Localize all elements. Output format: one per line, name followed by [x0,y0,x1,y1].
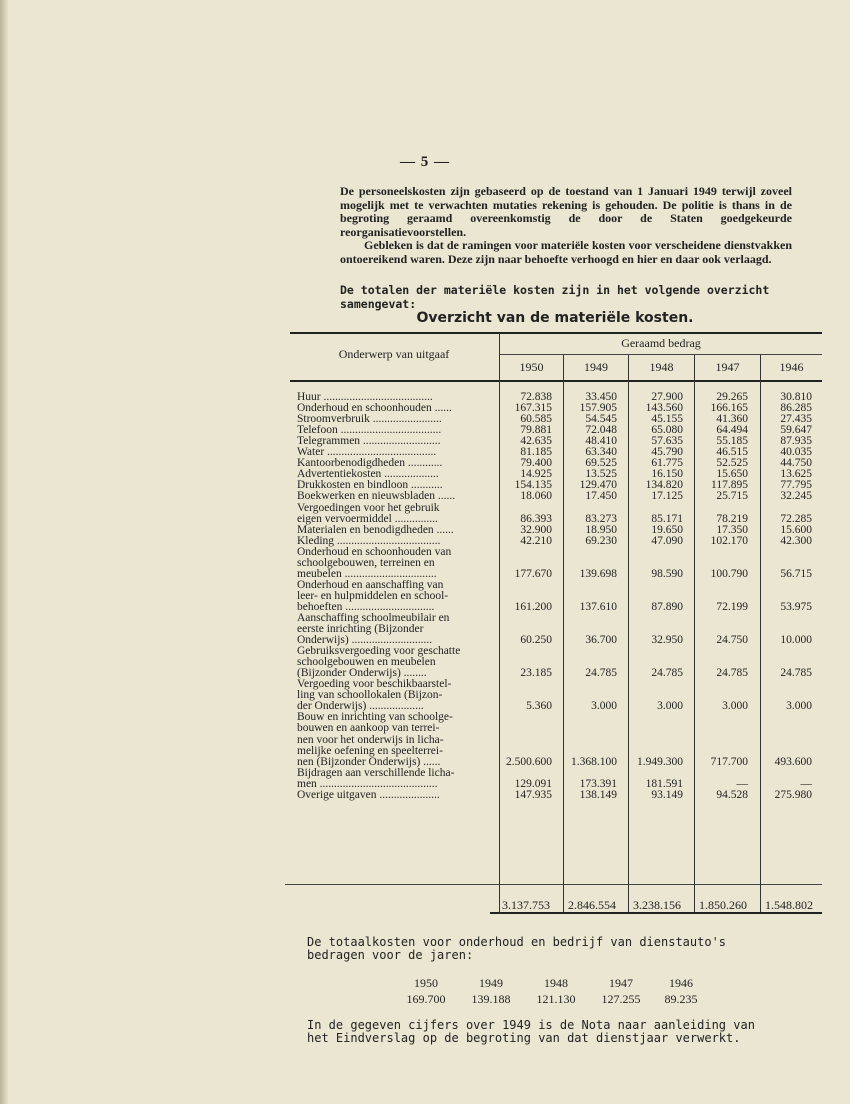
row-value: — [736,777,748,790]
row-label: Telegrammen ........................... [297,436,441,448]
row-label: Advertentiekosten ................... [297,469,439,481]
row-label: Stroomverbruik ........................ [297,414,442,426]
footer-amount: 89.235 [664,992,698,1006]
row-label: Bijdragen aan verschillende licha- [297,767,455,779]
row-value: 24.785 [585,667,617,680]
total-cell: 2.846.554 [568,898,616,912]
total-cell: 1.548.802 [765,898,813,912]
row-value: 69.230 [585,534,617,547]
footer-amount: 139.188 [471,992,511,1006]
row-value: 1.949.300 [637,755,683,768]
row-value: 161.200 [514,600,552,613]
row-label: men ......................................... [297,778,438,790]
year-header: 1950 [519,360,544,374]
row-value: 36.700 [585,634,617,647]
row-value: 72.199 [716,600,748,613]
row-value: 81.185 [520,446,552,459]
row-value: 53.975 [780,600,812,613]
row-label: Materialen en benodigdheden ...... [297,524,454,536]
row-value: 173.391 [579,777,617,790]
row-label: nen (Bijzonder Onderwijs) ...... [297,756,441,768]
total-top-rule [495,884,822,885]
row-label: Boekwerken en nieuwsbladen ...... [297,491,456,503]
table-title: Overzicht van de materiële kosten. [416,310,694,326]
row-label: (Bijzonder Onderwijs) ........ [297,668,427,680]
row-value: 86.393 [520,512,552,525]
row-value: 61.775 [651,457,683,470]
row-label: schoolgebouwen, terreinen en [297,557,435,569]
footer-amount: 169.700 [406,992,446,1006]
row-value: 15.650 [716,468,748,481]
row-value: 57.635 [651,435,683,448]
row-label: der Onderwijs) ................... [297,701,424,713]
row-value: 1.368.100 [571,755,617,768]
row-value: 87.890 [651,600,683,613]
subject-header: Onderwerp van uitgaaf [338,347,450,361]
row-value: 33.450 [585,391,617,403]
row-value: 77.795 [780,479,812,492]
row-value: 44.750 [780,457,812,470]
label-end-rule [285,884,500,885]
row-value: 3.000 [722,700,748,713]
row-value: 143.560 [645,402,683,415]
row-label: Kleding .................................... [297,535,441,547]
row-label: leer- en hulpmiddelen en school- [297,590,449,602]
row-label: Onderhoud en schoonhouden ...... [297,403,452,415]
row-value: 30.810 [780,391,812,403]
row-value: 72.048 [585,424,617,437]
row-value: 154.135 [514,479,552,492]
row-label: Onderwijs) ............................ [297,635,433,647]
row-label: nen voor het onderwijs in licha- [297,734,444,746]
header-bottom-rule [290,380,822,382]
row-value: 13.625 [780,468,812,481]
row-value: 27.435 [780,413,812,426]
row-label: meubelen ................................ [297,568,437,580]
row-value: 166.165 [710,402,748,415]
row-value: 56.715 [780,567,812,580]
row-value: 157.905 [579,402,617,415]
row-value: 27.900 [651,391,683,403]
row-value: 23.185 [520,667,552,680]
row-value: 93.149 [651,788,683,801]
row-value: 147.935 [514,788,552,801]
row-value: 24.785 [651,667,683,680]
footer-year: 1948 [544,976,568,990]
row-value: 72.838 [520,391,552,403]
footer-year: 1949 [479,976,503,990]
row-value: 181.591 [645,777,683,790]
footer-year: 1950 [414,976,438,990]
row-label: schoolgebouwen en meubelen [297,657,436,669]
row-value: 137.610 [579,600,617,613]
row-value: 60.250 [520,634,552,647]
row-value: 3.000 [591,700,617,713]
row-value: 42.635 [520,435,552,448]
row-value: 32.950 [651,634,683,647]
row-label: Onderhoud en schoonhouden van [297,546,452,558]
row-value: 18.060 [520,490,552,503]
intro-paragraph-3: De totalen der materiële kosten zijn in het volgende overzicht samengevat: [340,283,770,311]
row-value: 24.785 [780,667,812,680]
row-value: 16.150 [651,468,683,481]
row-value: 86.285 [780,402,812,415]
header-mid-rule [500,354,822,355]
row-value: 69.525 [585,457,617,470]
amount-header: Geraamd bedrag [621,336,701,350]
row-label: Onderhoud en aanschaffing van [297,579,444,591]
row-value: 102.170 [710,534,748,547]
row-label: Aanschaffing schoolmeubilair en [297,613,450,624]
total-cell: 3.137.753 [502,898,550,912]
year-header: 1948 [649,360,674,374]
row-value: — [800,777,812,790]
row-value: 32.245 [780,490,812,503]
row-value: 65.080 [651,424,683,437]
row-value: 46.515 [716,446,748,459]
row-value: 177.670 [514,567,552,580]
footer-year: 1946 [669,976,693,990]
table-top-rule [290,332,822,334]
row-value: 48.410 [585,435,617,448]
row-value: 3.000 [657,700,683,713]
row-value: 54.545 [585,413,617,426]
row-value: 63.340 [585,446,617,459]
row-value: 129.091 [514,777,552,790]
row-value: 167.315 [514,402,552,415]
row-value: 2.500.600 [506,755,552,768]
row-value: 25.715 [716,490,748,503]
row-value: 5.360 [526,700,552,713]
row-label: Kantoorbenodigdheden ............ [297,458,443,470]
row-value: 717.700 [710,755,748,768]
row-value: 17.350 [716,523,748,536]
footer-paragraph: De totaalkosten voor onderhoud en bedrijf van dienstauto's bedragen voor de jaren: [307,935,727,962]
row-label: Huur ...................................... [297,392,433,403]
intro-paragraph-2: Gebleken is dat de ramingen voor materiële kosten voor verscheidene dienstvakken ontoereikend waren. Deze zijn naar behoefte verhoogd en hier en daar ook verlaagd. [340,238,792,266]
row-value: 32.900 [520,523,552,536]
footer-year: 1947 [609,976,633,990]
row-value: 87.935 [780,435,812,448]
row-value: 45.790 [651,446,683,459]
row-value: 24.750 [716,634,748,647]
row-label: bouwen en aankoop van terrei- [297,723,440,735]
row-label: ling van schoollokalen (Bijzon- [297,690,443,702]
year-header: 1947 [715,360,740,374]
footer-amount: 121.130 [536,992,576,1006]
row-label: eerste inrichting (Bijzonder [297,624,424,636]
year-header: 1946 [779,360,804,374]
row-value: 100.790 [710,567,748,580]
row-value: 117.895 [711,479,748,492]
row-value: 40.035 [780,446,812,459]
total-cell: 3.238.156 [633,898,681,912]
row-label: eigen vervoermiddel ............... [297,513,438,525]
row-value: 3.000 [786,700,812,713]
year-header: 1949 [584,360,608,374]
intro-paragraph-1: De personeelskosten zijn gebaseerd op de toestand van 1 Januari 1949 terwijl zoveel mogelijk met te verwachten mutaties rekening is gehouden. De politie is thans in de begroting geraamd overeenkomstig de door de Staten goedgekeurde reorganisatievoorstellen. [340,184,792,239]
row-value: 52.525 [716,457,748,470]
row-label: Drukkosten en bindloon ........... [297,480,443,492]
row-value: 17.125 [651,490,683,503]
row-value: 79.400 [520,457,552,470]
row-value: 64.494 [716,424,748,437]
row-label: Telefoon ................................... [297,425,442,437]
row-label: Vergoeding voor beschikbaarstel- [297,679,452,691]
row-value: 41.360 [716,413,748,426]
row-value: 14.925 [520,468,552,481]
row-value: 19.650 [651,523,683,536]
row-label: Gebruiksvergoeding voor geschatte [297,646,461,658]
row-value: 85.171 [651,512,683,525]
row-label: Water ...................................... [297,447,437,459]
row-label: Bouw en inrichting van schoolge- [297,712,453,724]
row-value: 10.000 [780,634,812,647]
row-value: 15.600 [780,523,812,536]
row-value: 138.149 [579,788,617,801]
row-value: 60.585 [520,413,552,426]
row-value: 129.470 [579,479,617,492]
row-value: 47.090 [651,534,683,547]
row-label: behoeften ............................... [297,601,435,613]
row-value: 42.210 [520,534,552,547]
row-value: 45.155 [651,413,683,426]
row-value: 83.273 [585,512,617,525]
row-value: 59.647 [780,424,812,437]
row-value: 42.300 [780,534,812,547]
row-value: 72.285 [780,512,812,525]
row-label: melijke oefening en speelterrei- [297,745,443,757]
row-label: Overige uitgaven ..................... [297,789,440,801]
row-value: 13.525 [585,468,617,481]
row-value: 139.698 [579,567,617,580]
row-value: 78.219 [716,512,748,525]
row-value: 29.265 [716,391,748,403]
row-value: 17.450 [585,490,617,503]
row-value: 79.881 [520,424,552,437]
footer-note: In de gegeven cijfers over 1949 is de Nota naar aanleiding van het Eindverslag op de begroting van dat dienstjaar verwerkt. [307,1018,755,1045]
row-value: 98.590 [651,567,683,580]
row-value: 493.600 [774,755,812,768]
footer-amount: 127.255 [601,992,641,1006]
total-cell: 1.850.260 [699,898,747,912]
row-label: Vergoedingen voor het gebruik [297,502,440,514]
page-number: — 5 — [400,154,450,170]
row-value: 275.980 [774,788,812,801]
row-value: 24.785 [716,667,748,680]
row-value: 94.528 [716,788,748,801]
row-value: 55.185 [716,435,748,448]
row-value: 134.820 [645,479,683,492]
row-value: 18.950 [585,523,617,536]
